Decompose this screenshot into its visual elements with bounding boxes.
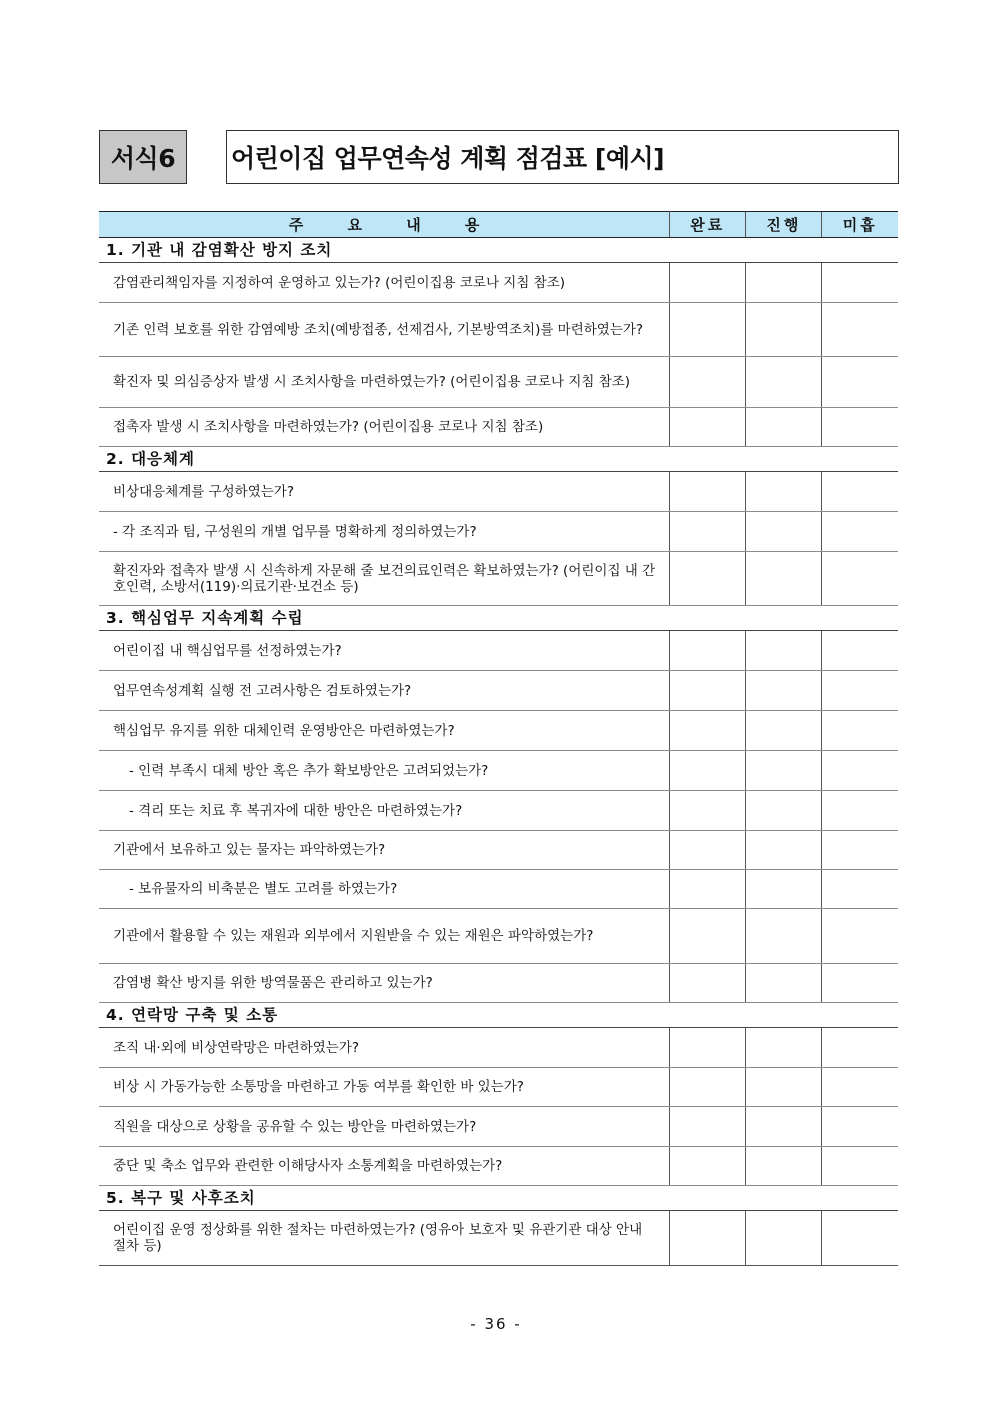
checklist-row: [99, 512, 898, 552]
checklist-row: [99, 870, 898, 909]
done-cell[interactable]: [670, 1068, 746, 1107]
progress-cell[interactable]: [746, 303, 822, 357]
checklist-row: [99, 263, 898, 303]
done-cell[interactable]: [670, 1211, 746, 1266]
section-title: 4. 연락망 구축 및 소통: [99, 1003, 898, 1028]
header-item: 주 요 내 용: [99, 212, 670, 238]
progress-cell[interactable]: [746, 711, 822, 751]
section-row: [99, 238, 898, 263]
checklist-item: 조직 내·외에 비상연락망은 마련하였는가?: [99, 1028, 670, 1068]
incomplete-cell[interactable]: [822, 263, 898, 303]
checklist-row: [99, 831, 898, 870]
checklist-row: [99, 1107, 898, 1147]
checklist-item: - 격리 또는 치료 후 복귀자에 대한 방안은 마련하였는가?: [99, 791, 670, 831]
checklist-row: [99, 711, 898, 751]
done-cell[interactable]: [670, 357, 746, 408]
incomplete-cell[interactable]: [822, 870, 898, 909]
done-cell[interactable]: [670, 711, 746, 751]
progress-cell[interactable]: [746, 831, 822, 870]
checklist-row: [99, 1028, 898, 1068]
section-row: [99, 447, 898, 472]
incomplete-cell[interactable]: [822, 751, 898, 791]
done-cell[interactable]: [670, 791, 746, 831]
checklist-item: 비상대응체계를 구성하였는가?: [99, 472, 670, 512]
incomplete-cell[interactable]: [822, 711, 898, 751]
done-cell[interactable]: [670, 552, 746, 606]
done-cell[interactable]: [670, 512, 746, 552]
header-progress: 진행: [746, 212, 822, 238]
done-cell[interactable]: [670, 408, 746, 447]
incomplete-cell[interactable]: [822, 512, 898, 552]
section-title: 1. 기관 내 감염확산 방지 조치: [99, 238, 898, 263]
checklist-row: [99, 1211, 898, 1266]
incomplete-cell[interactable]: [822, 1147, 898, 1186]
checklist-item: 어린이집 내 핵심업무를 선정하였는가?: [99, 631, 670, 671]
checklist-item: 감염병 확산 방지를 위한 방역물품은 관리하고 있는가?: [99, 964, 670, 1003]
done-cell[interactable]: [670, 831, 746, 870]
done-cell[interactable]: [670, 1147, 746, 1186]
done-cell[interactable]: [670, 671, 746, 711]
checklist-row: [99, 303, 898, 357]
progress-cell[interactable]: [746, 671, 822, 711]
checklist-item: 확진자와 접촉자 발생 시 신속하게 자문해 줄 보건의료인력은 확보하였는가? (어린이집 내 간호인력, 소방서(119)·의료기관·보건소 등): [99, 552, 670, 606]
progress-cell[interactable]: [746, 631, 822, 671]
progress-cell[interactable]: [746, 751, 822, 791]
incomplete-cell[interactable]: [822, 357, 898, 408]
section-title: 5. 복구 및 사후조치: [99, 1186, 898, 1211]
checklist-row: [99, 552, 898, 606]
progress-cell[interactable]: [746, 552, 822, 606]
checklist-row: [99, 357, 898, 408]
section-row: [99, 606, 898, 631]
checklist-row: [99, 1068, 898, 1107]
section-title: 3. 핵심업무 지속계획 수립: [99, 606, 898, 631]
checklist-row: [99, 751, 898, 791]
form-number-label: 서식6: [99, 130, 187, 184]
checklist-row: [99, 631, 898, 671]
checklist-row: [99, 671, 898, 711]
done-cell[interactable]: [670, 1028, 746, 1068]
header-incomplete: 미흡: [822, 212, 898, 238]
section-row: [99, 1186, 898, 1211]
checklist-row: [99, 791, 898, 831]
checklist-item: 접촉자 발생 시 조치사항을 마련하였는가? (어린이집용 코로나 지침 참조): [99, 408, 670, 447]
incomplete-cell[interactable]: [822, 1028, 898, 1068]
progress-cell[interactable]: [746, 357, 822, 408]
incomplete-cell[interactable]: [822, 1211, 898, 1266]
progress-cell[interactable]: [746, 263, 822, 303]
progress-cell[interactable]: [746, 512, 822, 552]
checklist-row: [99, 1147, 898, 1186]
done-cell[interactable]: [670, 870, 746, 909]
progress-cell[interactable]: [746, 791, 822, 831]
page-title: 어린이집 업무연속성 계획 점검표 [예시]: [226, 130, 899, 184]
incomplete-cell[interactable]: [822, 791, 898, 831]
header-done: 완료: [670, 212, 746, 238]
incomplete-cell[interactable]: [822, 1107, 898, 1147]
incomplete-cell[interactable]: [822, 671, 898, 711]
checklist-row: [99, 472, 898, 512]
done-cell[interactable]: [670, 964, 746, 1003]
page-number: - 36 -: [470, 1315, 522, 1333]
progress-cell[interactable]: [746, 1068, 822, 1107]
checklist-item: 중단 및 축소 업무와 관련한 이해당사자 소통계획을 마련하였는가?: [99, 1147, 670, 1186]
progress-cell[interactable]: [746, 1028, 822, 1068]
checklist-row: [99, 408, 898, 447]
checklist-item: 핵심업무 유지를 위한 대체인력 운영방안은 마련하였는가?: [99, 711, 670, 751]
done-cell[interactable]: [670, 263, 746, 303]
done-cell[interactable]: [670, 751, 746, 791]
done-cell[interactable]: [670, 303, 746, 357]
section-title: 2. 대응체계: [99, 447, 898, 472]
incomplete-cell[interactable]: [822, 303, 898, 357]
checklist-item: 업무연속성계획 실행 전 고려사항은 검토하였는가?: [99, 671, 670, 711]
section-row: [99, 1003, 898, 1028]
progress-cell[interactable]: [746, 1211, 822, 1266]
done-cell[interactable]: [670, 1107, 746, 1147]
incomplete-cell[interactable]: [822, 909, 898, 964]
progress-cell[interactable]: [746, 1107, 822, 1147]
checklist-item: 기존 인력 보호를 위한 감염예방 조치(예방접종, 선제검사, 기본방역조치)를 마련하였는가?: [99, 303, 670, 357]
incomplete-cell[interactable]: [822, 964, 898, 1003]
checklist-item: - 보유물자의 비축분은 별도 고려를 하였는가?: [99, 870, 670, 909]
done-cell[interactable]: [670, 631, 746, 671]
done-cell[interactable]: [670, 472, 746, 512]
progress-cell[interactable]: [746, 870, 822, 909]
progress-cell[interactable]: [746, 964, 822, 1003]
incomplete-cell[interactable]: [822, 1068, 898, 1107]
checklist-item: 기관에서 보유하고 있는 물자는 파악하였는가?: [99, 831, 670, 870]
done-cell[interactable]: [670, 909, 746, 964]
progress-cell[interactable]: [746, 909, 822, 964]
checklist-row: [99, 964, 898, 1003]
incomplete-cell[interactable]: [822, 408, 898, 447]
incomplete-cell[interactable]: [822, 552, 898, 606]
checklist-item: 기관에서 활용할 수 있는 재원과 외부에서 지원받을 수 있는 재원은 파악하였는가?: [99, 909, 670, 964]
checklist-item: - 각 조직과 팀, 구성원의 개별 업무를 명확하게 정의하였는가?: [99, 512, 670, 552]
progress-cell[interactable]: [746, 1147, 822, 1186]
incomplete-cell[interactable]: [822, 631, 898, 671]
checklist-item: 직원을 대상으로 상황을 공유할 수 있는 방안을 마련하였는가?: [99, 1107, 670, 1147]
progress-cell[interactable]: [746, 472, 822, 512]
progress-cell[interactable]: [746, 408, 822, 447]
checklist-item: 비상 시 가동가능한 소통망을 마련하고 가동 여부를 확인한 바 있는가?: [99, 1068, 670, 1107]
checklist-row: [99, 909, 898, 964]
checklist-item: 확진자 및 의심증상자 발생 시 조치사항을 마련하였는가? (어린이집용 코로나 지침 참조): [99, 357, 670, 408]
checklist-table: [99, 211, 898, 1266]
header-row: [99, 212, 898, 238]
checklist-item: 어린이집 운영 정상화를 위한 절차는 마련하였는가? (영유아 보호자 및 유관기관 대상 안내 절차 등): [99, 1211, 670, 1266]
checklist-item: 감염관리책임자를 지정하여 운영하고 있는가? (어린이집용 코로나 지침 참조): [99, 263, 670, 303]
checklist-item: - 인력 부족시 대체 방안 혹은 추가 확보방안은 고려되었는가?: [99, 751, 670, 791]
incomplete-cell[interactable]: [822, 472, 898, 512]
incomplete-cell[interactable]: [822, 831, 898, 870]
